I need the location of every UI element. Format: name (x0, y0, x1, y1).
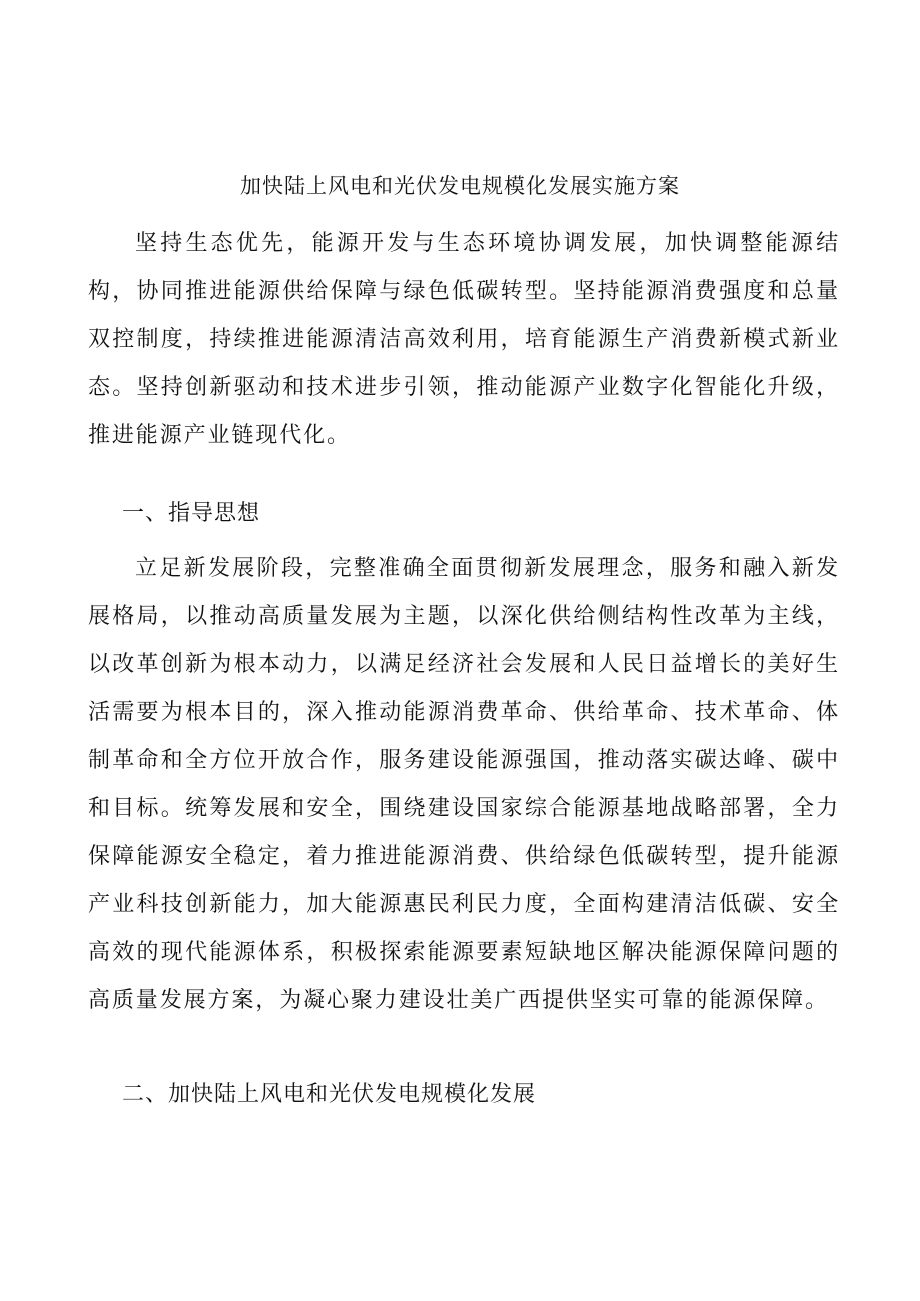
section-heading-guiding-ideology: 一、指导思想 (122, 501, 261, 526)
section-paragraph-guiding-ideology: 立足新发展阶段，完整准确全面贯彻新发展理念，服务和融入新发展格局，以推动高质量发展为主题，以深化供给侧结构性改革为主线，以改革创新为根本动力，以满足经济社会发展和人民日益增长的美好生活需要为根本目的，深入推动能源消费革命、供给革命、技术革命、体制革命和全方位开放合作，服务建设能源强国，推动落实碳达峰、碳中和目标。统筹发展和安全，围绕建设国家综合能源基地战略部署，全力保障能源安全稳定，着力推进能源消费、供给绿色低碳转型，提升能源产业科技创新能力，加大能源惠民利民力度，全面构建清洁低碳、安全高效的现代能源体系，积极探索能源要素短缺地区解决能源保障问题的高质量发展方案，为凝心聚力建设壮美广西提供坚实可靠的能源保障。 (88, 556, 840, 1013)
section-heading-onshore-wind-solar: 二、加快陆上风电和光伏发电规模化发展 (122, 1082, 537, 1107)
intro-paragraph: 坚持生态优先，能源开发与生态环境协调发展，加快调整能源结构，协同推进能源供给保障与绿色低碳转型。坚持能源消费强度和总量双控制度，持续推进能源清洁高效利用，培育能源生产消费新模式新业态。坚持创新驱动和技术进步引领，推动能源产业数字化智能化升级，推进能源产业链现代化。 (88, 231, 840, 448)
document-title: 加快陆上风电和光伏发电规模化发展实施方案 (240, 174, 680, 198)
